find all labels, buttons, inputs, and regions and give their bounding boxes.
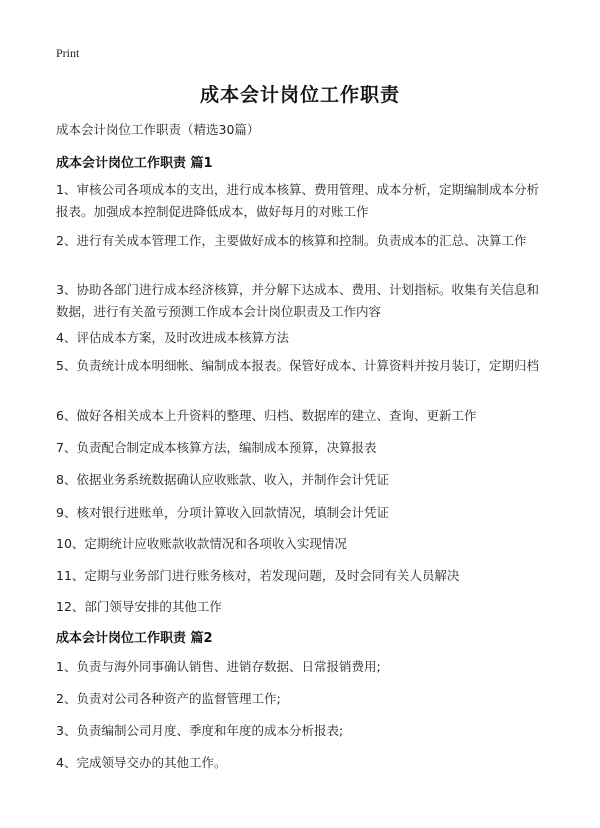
page-title: 成本会计岗位工作职责 (199, 84, 400, 106)
list-item: 1、审核公司各项成本的支出，进行成本核算、费用管理、成本分析，定期编制成本分析报表。加强成本控制促进降低成本，做好每月的对账工作 (56, 182, 539, 219)
section-heading-2: 成本会计岗位工作职责 篇2 (56, 631, 213, 646)
list-item: 11、定期与业务部门进行账务核对，若发现问题，及时会同有关人员解决 (56, 568, 460, 583)
list-item: 9、核对银行进账单，分项计算收入回款情况，填制会计凭证 (56, 505, 389, 520)
section-heading-1: 成本会计岗位工作职责 篇1 (56, 156, 213, 171)
page-subtitle: 成本会计岗位工作职责（精选30篇） (56, 122, 260, 137)
list-item: 2、进行有关成本管理工作，主要做好成本的核算和控制。负责成本的汇总、决算工作 (56, 233, 527, 248)
list-item: 2、负责对公司各种资产的监督管理工作; (56, 691, 281, 706)
list-item: 12、部门领导安排的其他工作 (56, 599, 222, 614)
list-item: 6、做好各相关成本上升资料的整理、归档、数据库的建立、查询、更新工作 (56, 408, 477, 423)
list-item: 1、负责与海外同事确认销售、进销存数据、日常报销费用; (56, 659, 381, 674)
list-item: 3、负责编制公司月度、季度和年度的成本分析报表; (56, 723, 344, 738)
list-item: 3、协助各部门进行成本经济核算，并分解下达成本、费用、计划指标。收集有关信息和数据，进行有关盈亏预测工作成本会计岗位职责及工作内容 (56, 282, 539, 319)
list-item: 5、负责统计成本明细帐、编制成本报表。保管好成本、计算资料并按月装订，定期归档 (56, 358, 539, 373)
list-item: 10、定期统计应收账款收款情况和各项收入实现情况 (56, 536, 347, 551)
list-item: 4、完成领导交办的其他工作。 (56, 755, 227, 770)
print-link[interactable]: Print (56, 46, 80, 60)
list-item: 4、评估成本方案，及时改进成本核算方法 (56, 330, 289, 345)
list-item: 7、负责配合制定成本核算方法，编制成本预算，决算报表 (56, 440, 377, 455)
list-item: 8、依据业务系统数据确认应收账款、收入，并制作会计凭证 (56, 472, 389, 487)
